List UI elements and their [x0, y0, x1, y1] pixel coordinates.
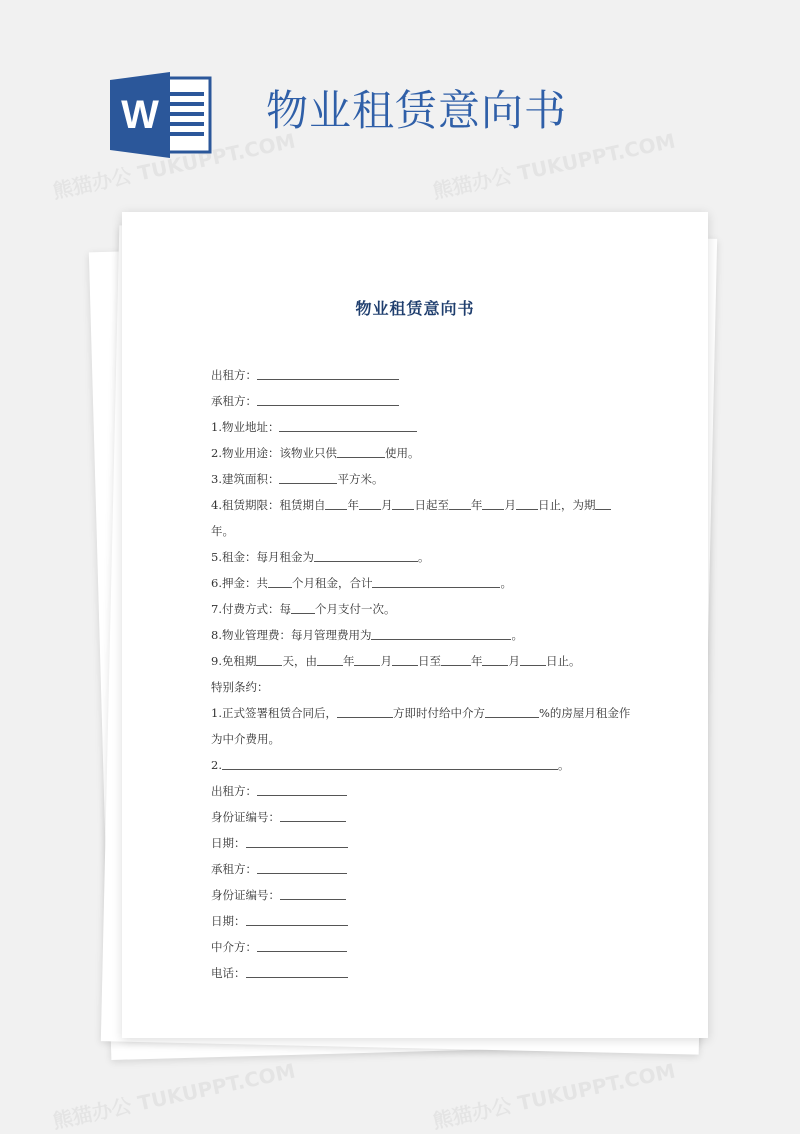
blank-field [449, 496, 471, 510]
lessor-line [211, 362, 631, 388]
blank-field [279, 470, 337, 484]
rent-free-year2: 年 [470, 654, 483, 668]
lessor-label: 出租方： [211, 368, 257, 382]
blank-field [280, 808, 346, 822]
signature-line [211, 804, 631, 830]
use-label: 2.物业用途：该物业只供 [211, 446, 337, 460]
signature-label: 电话： [211, 966, 246, 980]
signature-line [211, 960, 631, 986]
blank-field [482, 496, 504, 510]
special-terms-label: 特别条约： [211, 680, 269, 694]
watermark: 熊猫办公 TUKUPPT.COM [50, 128, 298, 204]
watermark: 熊猫办公 TUKUPPT.COM [50, 1058, 298, 1134]
clause-1-part-b: 方即时付给中介方 [392, 706, 485, 720]
word-logo-icon [110, 72, 214, 158]
watermark: 熊猫办公 TUKUPPT.COM [430, 128, 678, 204]
deposit-suffix: 。 [500, 576, 512, 590]
rent-free-year1: 年 [342, 654, 355, 668]
rent-free-line [211, 648, 631, 674]
blank-field [325, 496, 347, 510]
document-page [122, 212, 708, 1038]
word-logo-letter: W [121, 93, 159, 137]
blank-field [516, 496, 538, 510]
term-month2: 月 [504, 498, 516, 512]
rent-free-day-end: 日止。 [545, 654, 581, 668]
term-day-from: 日起至 [414, 498, 449, 512]
signature-line [211, 830, 631, 856]
clause-2-part-b: 。 [557, 758, 570, 772]
document-body [211, 362, 631, 986]
blank-field [482, 652, 508, 666]
signature-label: 中介方： [211, 940, 257, 954]
area-line [211, 466, 631, 492]
blank-field [257, 860, 347, 874]
rent-suffix: 。 [417, 550, 430, 564]
management-fee-line [211, 622, 631, 648]
blank-field [257, 782, 347, 796]
rent-free-days: 天，由 [282, 654, 317, 668]
clause-1-part-c: %的房屋月租金作为中介费用。 [211, 706, 631, 746]
management-fee-label: 8.物业管理费：每月管理费用为 [211, 628, 372, 642]
signature-line [211, 882, 631, 908]
term-year1: 年 [347, 498, 359, 512]
address-line [211, 414, 631, 440]
rent-free-month1: 月 [380, 654, 392, 668]
banner-title: 物业租赁意向书 [266, 86, 568, 135]
lessee-label: 承租方： [211, 394, 257, 408]
signature-line [211, 934, 631, 960]
deposit-line [211, 570, 631, 596]
signature-label: 承租方： [211, 862, 257, 876]
blank-field [354, 652, 380, 666]
document-title: 物业租赁意向书 [355, 299, 475, 318]
area-suffix: 平方米。 [337, 472, 384, 486]
blank-field [372, 574, 500, 588]
signature-label: 身份证编号： [211, 810, 280, 824]
blank-field [279, 418, 417, 432]
use-suffix: 使用。 [384, 446, 420, 460]
clause-2 [211, 752, 631, 778]
rent-free-day-to: 日至 [417, 654, 441, 668]
deposit-middle: 个月租金，合计 [291, 576, 373, 590]
blank-field [359, 496, 381, 510]
blank-field [485, 704, 539, 718]
signature-label: 日期： [211, 836, 246, 850]
clause-2-part-a: 2. [211, 758, 222, 772]
signature-line [211, 856, 631, 882]
term-year-end: 年。 [211, 524, 234, 538]
deposit-label: 6.押金：共 [211, 576, 268, 590]
blank-field [257, 392, 399, 406]
blank-field [392, 652, 418, 666]
term-year2: 年 [470, 498, 483, 512]
blank-field [314, 548, 418, 562]
use-line [211, 440, 631, 466]
rent-free-month2: 月 [508, 654, 520, 668]
blank-field [268, 574, 292, 588]
blank-field [291, 600, 315, 614]
blank-field [256, 652, 282, 666]
rent-free-label: 9.免租期 [211, 654, 257, 668]
blank-field [280, 886, 346, 900]
blank-field [257, 938, 347, 952]
signature-label: 日期： [211, 914, 246, 928]
term-line [211, 492, 631, 544]
rent-label: 5.租金：每月租金为 [211, 550, 314, 564]
blank-field [337, 704, 393, 718]
signature-line [211, 778, 631, 804]
blank-field [246, 834, 348, 848]
blank-field [337, 444, 385, 458]
signature-label: 身份证编号： [211, 888, 280, 902]
blank-field [392, 496, 414, 510]
blank-field [246, 964, 348, 978]
signature-label: 出租方： [211, 784, 257, 798]
payment-line [211, 596, 631, 622]
blank-field [222, 756, 558, 770]
lessee-line [211, 388, 631, 414]
watermark: 熊猫办公 TUKUPPT.COM [430, 1058, 678, 1134]
blank-field [595, 496, 611, 510]
blank-field [317, 652, 343, 666]
blank-field [257, 366, 399, 380]
clause-1 [211, 700, 631, 752]
term-month1: 月 [380, 498, 393, 512]
term-label: 4.租赁期限：租赁期自 [211, 498, 326, 512]
blank-field [520, 652, 546, 666]
payment-label: 7.付费方式：每 [211, 602, 291, 616]
special-terms-heading [211, 674, 631, 700]
blank-field [371, 626, 511, 640]
term-day-to: 日止，为期 [537, 498, 596, 512]
rent-line [211, 544, 631, 570]
clause-1-part-a: 1.正式签署租赁合同后， [211, 706, 337, 720]
area-label: 3.建筑面积： [211, 472, 280, 486]
blank-field [441, 652, 471, 666]
blank-field [246, 912, 348, 926]
address-label: 1.物业地址： [211, 420, 280, 434]
payment-suffix: 个月支付一次。 [314, 602, 396, 616]
signature-line [211, 908, 631, 934]
management-fee-suffix: 。 [511, 628, 523, 642]
